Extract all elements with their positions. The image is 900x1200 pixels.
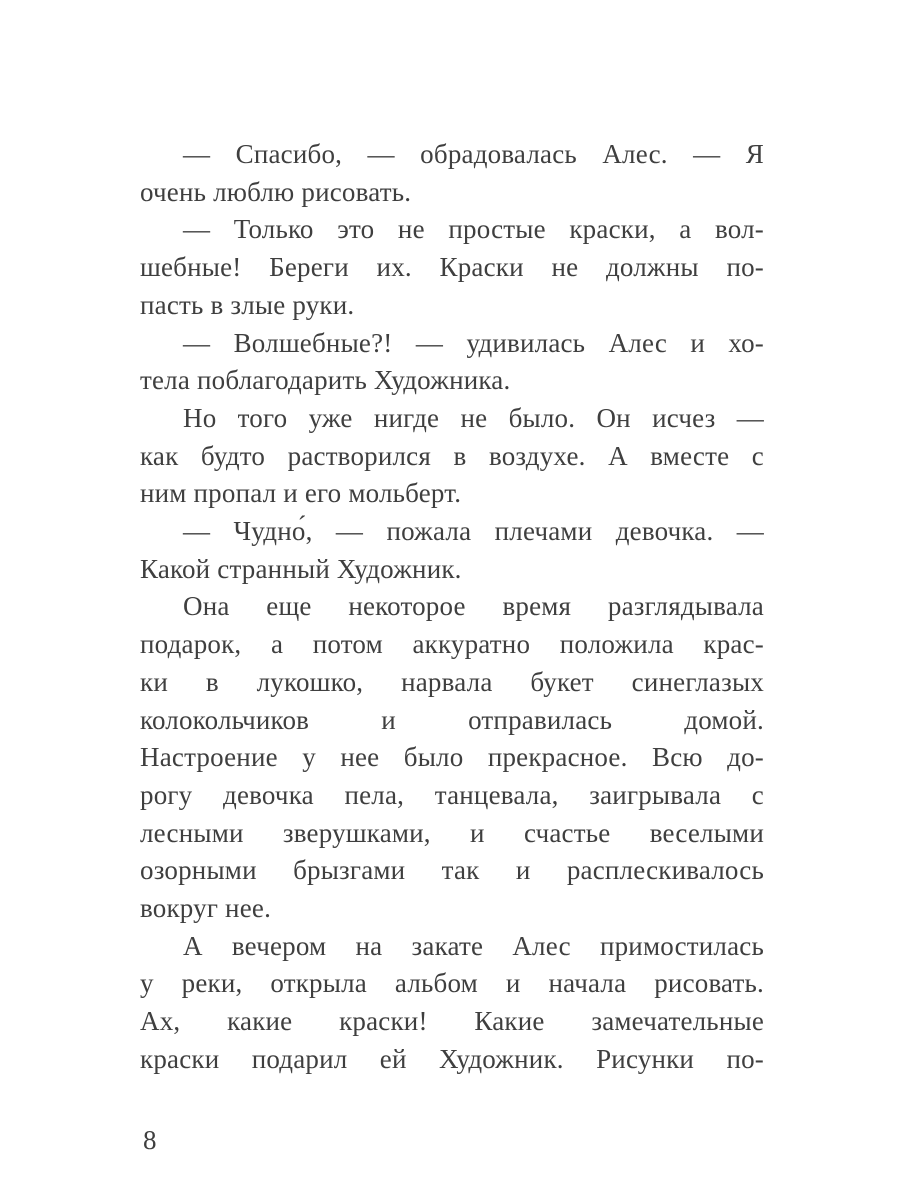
- text-line: лесными зверушками, и счастье веселыми: [140, 817, 764, 848]
- text-line: подарок, а потом аккуратно положила крас-: [140, 629, 764, 660]
- text-line: ки в лукошко, нарвала букет синеглазых: [140, 666, 764, 697]
- text-line: Какой странный Художник.: [140, 553, 462, 584]
- paragraph: [140, 513, 764, 588]
- paragraph: [140, 211, 764, 324]
- text-line: как будто растворился в воздухе. А вместе с: [140, 440, 764, 471]
- paragraph: [140, 400, 764, 513]
- text-line: — Чудно́, — пожала плечами девочка. —: [183, 516, 764, 547]
- text-line: — Волшебные?! — удивилась Алес и хо-: [183, 327, 764, 358]
- paragraph: [140, 928, 764, 1079]
- text-line: рогу девочка пела, танцевала, заигрывала с: [140, 779, 764, 810]
- text-line: колокольчиков и отправилась домой.: [140, 704, 764, 735]
- text-line: А вечером на закате Алес примостилась: [183, 930, 764, 961]
- text-line: Но того уже нигде не было. Он исчез —: [183, 402, 764, 433]
- text-line: пасть в злые руки.: [140, 289, 355, 320]
- text-line: тела поблагодарить Художника.: [140, 365, 511, 396]
- text-line: ним пропал и его мольберт.: [140, 478, 462, 509]
- text-line: вокруг нее.: [140, 893, 272, 924]
- paragraph: [140, 325, 764, 400]
- paragraph: [140, 588, 764, 927]
- text-line: очень люблю рисовать.: [140, 176, 412, 207]
- page-number: 8: [143, 1125, 157, 1155]
- text-line: — Только это не простые краски, а вол-: [183, 214, 764, 245]
- text-line: озорными брызгами так и расплескивалось: [140, 855, 764, 886]
- text-line: краски подарил ей Художник. Рисунки по-: [140, 1043, 764, 1074]
- text-line: — Спасибо, — обрадовалась Алес. — Я: [183, 139, 764, 169]
- text-line: шебные! Береги их. Краски не должны по-: [140, 252, 764, 283]
- text-line: Она еще некоторое время разглядывала: [183, 591, 764, 622]
- text-line: Ах, какие краски! Какие замечательные: [140, 1006, 764, 1037]
- paragraph: [140, 136, 764, 211]
- text-line: Настроение у нее было прекрасное. Всю до-: [140, 742, 764, 773]
- text-line: у реки, открыла альбом и начала рисовать.: [140, 968, 764, 999]
- text-block: [140, 136, 764, 1079]
